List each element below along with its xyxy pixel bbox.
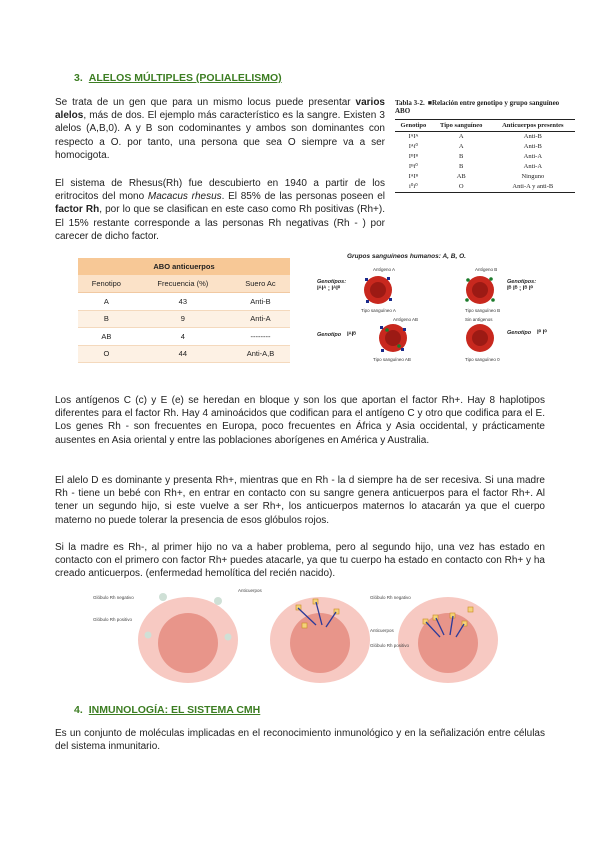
table32-caption: Tabla 3-2. ■Relación entre genotipo y grupo sanguíneo ABO <box>395 99 560 115</box>
paragraph-mother-rh: Si la madre es Rh-, al primer hijo no va a haber problema, pero al segundo hijo, una vez has estado en contacto con el primero con factor Rh+ puedes atacarle, ya que tu cuerpo ha estado en contacto con Rh+ y ha creado anticuerpos. (enfermedad hemolítica del recién nacido). <box>55 542 545 580</box>
table-abo-antibodies <box>78 258 290 363</box>
pregnancy-panel-3 <box>370 595 498 683</box>
table-cell: Anti-A <box>523 153 543 160</box>
table-cell: Ninguno <box>521 173 545 180</box>
genotypes-a: IᴬIᴬ ; IᴬI⁰ <box>317 286 341 292</box>
table-cell: Iᴮi⁰ <box>408 163 418 170</box>
red-cell-o-center <box>472 330 488 346</box>
table-cell: B <box>459 153 464 160</box>
table-row <box>395 142 575 152</box>
table-row <box>395 182 575 193</box>
antigen-a-label: Antígeno A <box>373 267 396 272</box>
table-cell: -------- <box>231 328 290 346</box>
fetus-1 <box>158 613 218 673</box>
abo-table-title: ABO anticuerpos <box>78 258 290 275</box>
paragraph-alelos <box>55 96 385 162</box>
abo-header-serum: Suero Ac <box>231 275 290 293</box>
table-cell: A <box>458 133 464 140</box>
table-row <box>78 293 290 311</box>
red-cell-ab-center <box>385 330 401 346</box>
type-a-label: Tipo sanguíneo A <box>361 308 396 313</box>
type-b-label: Tipo sanguíneo B <box>465 308 501 313</box>
rh-pos-label-1: Glóbulo Rh positivo <box>93 617 133 622</box>
table32-header-antibodies: Anticuerpos presentes <box>491 120 575 132</box>
table-cell: A <box>78 293 135 311</box>
table-cell: Anti-A <box>523 163 543 170</box>
table-row <box>78 345 290 363</box>
table-genotype-blood-group <box>395 99 575 193</box>
genotype-label-ab: Genotipo <box>317 332 342 338</box>
red-cell-b-center <box>472 282 488 298</box>
para2-text-b: . El 85% de las personas poseen el <box>221 191 385 203</box>
blood-groups-title: Grupos sanguíneos humanos: A, B, O. <box>347 253 466 260</box>
table-row <box>395 172 575 182</box>
para2-text-c: , por lo que se clasifican en este caso como Rh positivas (Rh+). El 15% restante corresponde a las personas Rh negativas (Rh - ) por carecer de dicho factor. <box>55 204 385 242</box>
antigen-b-label: Antígeno B <box>475 267 498 272</box>
hemolytic-disease-figure <box>88 585 513 685</box>
para1-text-b: , más de dos. El ejemplo más característico es la sangre. Existen 3 alelos (A,B,0). A y B son codominantes y ambos son dominantes con respecto a O. por tanto, una persona que sea O siempre va a ser homocigota. <box>55 110 385 161</box>
table-row <box>395 132 575 143</box>
para1-text-a: Se trata de un gen que para un mismo locus puede presentar <box>55 97 356 108</box>
table-cell: AB <box>78 328 135 346</box>
rh-pos-label-3: Glóbulo Rh positivo <box>370 643 410 648</box>
table32-label: Tabla 3-2. <box>395 99 425 107</box>
genotype-ab: IᴬIᴮ <box>347 332 356 338</box>
table-cell: Anti-A,B <box>231 345 290 363</box>
red-cell-a-center <box>370 282 386 298</box>
table32-grid <box>395 119 575 193</box>
genotypes-b: Iᴮ Iᴮ ; Iᴮ I⁰ <box>507 286 533 292</box>
abo-header-frequency: Frecuencia (%) <box>135 275 231 293</box>
table-cell: 43 <box>135 293 231 311</box>
section-3-title: ALELOS MÚLTIPLES (POLIALELISMO) <box>88 72 282 84</box>
pregnancy-panel-2 <box>238 588 370 683</box>
paragraph-cmh: Es un conjunto de moléculas implicadas en el reconocimiento inmunológico y en la señalización entre células del sistema inmunitario. <box>55 728 545 753</box>
type-o-label: Tipo sanguíneo 0 <box>465 357 500 362</box>
antigen-ab-label: Antígeno AB <box>393 317 419 322</box>
table-cell: O <box>432 182 491 193</box>
genotype-o: I⁰ I⁰ <box>537 330 547 336</box>
table-row <box>78 328 290 346</box>
table-cell: A <box>458 143 464 150</box>
paragraph-antigens: Los antígenos C (c) y E (e) se heredan en bloque y son los que aportan el factor Rh+. Hay 8 haplotipos diferentes para el factor Rh. Hay 4 aminoácidos que codifican para el antígeno C y otro que codifica para el E. Los genes Rh - son frecuentes en Europa, poco frecuentes en África y Asia occidental, y prácticamente ausentes en Asia oriental y entre las poblaciones aborígenes en América y Australia. <box>55 395 545 446</box>
table-cell: B <box>459 163 464 170</box>
section-4-heading <box>74 704 260 716</box>
table32-header-blood-type: Tipo sanguíneo <box>432 120 491 132</box>
paragraph-rhesus <box>55 177 385 243</box>
paragraph-allele-d: El alelo D es dominante y presenta Rh+, mientras que en Rh - la d siempre ha de ser recesiva. Si una madre Rh - tiene un bebé con Rh+, en entrar en contacto con su sangre genera anticuerpos para el factor Rh+. Al tener un segundo hijo, si este vuelve a ser Rh+, los anticuerpos maternos lo atacarán ya que el cuerpo materno no puede tolerar la presencia de esos glóbulos rojos. <box>55 475 545 526</box>
table-cell: 44 <box>135 345 231 363</box>
table-cell: O <box>78 345 135 363</box>
section-4-number: 4. <box>74 704 83 716</box>
fetus-2 <box>290 613 350 673</box>
section-3-heading <box>74 72 282 84</box>
table-cell: IᴬIᴬ <box>408 133 419 140</box>
para2-text-a: El sistema de Rhesus(Rh) fue descubierto en 1940 a partir de los eritrocitos del mono <box>55 178 385 203</box>
table-cell: IᴮIᴮ <box>408 153 419 160</box>
table-cell: IᴬIᴮ <box>408 173 419 180</box>
table-cell: Anti-A <box>231 310 290 328</box>
table32-title: Relación entre genotipo y grupo sanguíneo ABO <box>395 99 560 115</box>
genotypes-label-b: Genotipos: <box>507 279 537 285</box>
table-cell: AB <box>456 173 466 180</box>
section-4-title: INMUNOLOGÍA: EL SISTEMA CMH <box>88 704 261 716</box>
table-cell: i⁰i⁰ <box>395 182 432 193</box>
table-cell: B <box>78 310 135 328</box>
table-cell: Anti-B <box>523 133 542 140</box>
section-3-number: 3. <box>74 72 83 84</box>
table-cell: Anti-A y anti-B <box>491 182 575 193</box>
pregnancy-panel-1 <box>93 593 238 683</box>
table-row <box>395 152 575 162</box>
blood-groups-figure <box>315 250 585 365</box>
table-cell: 4 <box>135 328 231 346</box>
genotypes-label-a: Genotipos: <box>317 279 347 285</box>
antibodies-label-2: Anticuerpos <box>238 588 262 593</box>
table-cell: Iᴬi⁰ <box>408 143 419 150</box>
para2-italic: Macacus rhesus <box>147 191 222 203</box>
rh-neg-label-1: Glóbulo Rh negativo <box>93 595 134 600</box>
rh-neg-label-3: Glóbulo Rh negativo <box>370 595 411 600</box>
antibodies-label-3: Anticuerpos <box>370 628 394 633</box>
table-cell: Anti-B <box>231 293 290 311</box>
table-row <box>395 162 575 172</box>
table32-header-genotype: Genotipo <box>395 120 432 132</box>
table-row <box>78 310 290 328</box>
abo-grid <box>78 258 290 363</box>
table-cell: 9 <box>135 310 231 328</box>
type-ab-label: Tipo sanguíneo AB <box>373 357 411 362</box>
para1-bold: varios alelos <box>55 97 385 122</box>
genotype-label-o: Genotipo <box>507 330 532 336</box>
abo-header-phenotype: Fenotipo <box>78 275 135 293</box>
para2-bold: factor Rh <box>55 204 100 216</box>
table-cell: Anti-B <box>523 143 542 150</box>
no-antigen-label: Sin antígenos <box>465 317 493 322</box>
